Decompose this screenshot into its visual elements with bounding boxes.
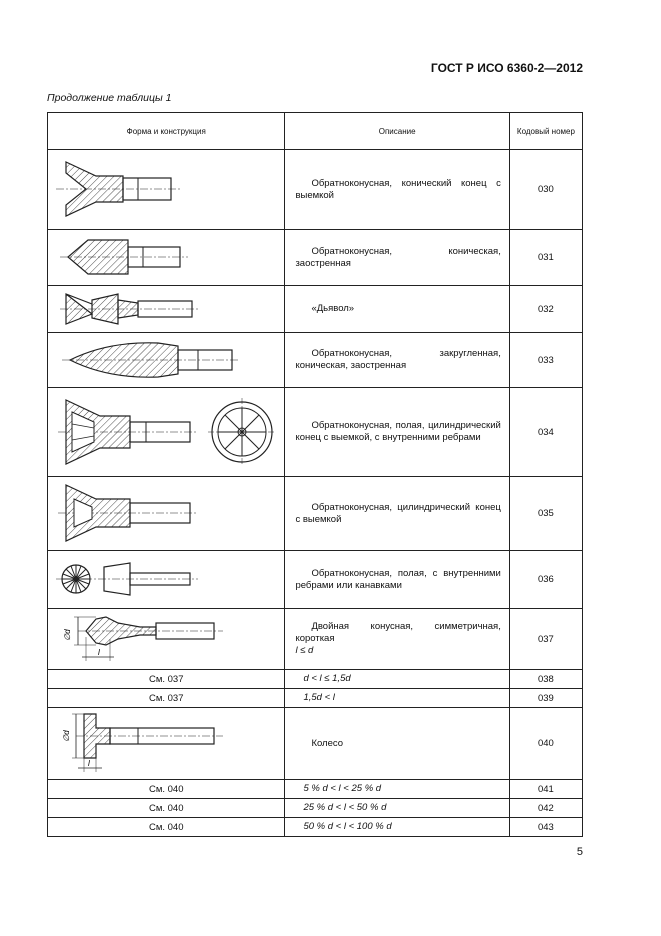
shape-040-icon — [48, 708, 285, 779]
shape-033-icon — [48, 333, 285, 387]
bur-shapes-table — [47, 112, 583, 837]
code-cell: 043 — [509, 818, 582, 837]
description-cell — [285, 477, 509, 551]
figure-cell — [48, 388, 285, 477]
code-cell: 037 — [509, 609, 582, 670]
code-cell: 036 — [509, 551, 582, 609]
description-cell: d < l ≤ 1,5d — [285, 670, 509, 689]
description-cell — [285, 551, 509, 609]
shape-034-icon — [48, 388, 285, 476]
table-continuation-caption: Продолжение таблицы 1 — [47, 92, 172, 104]
figure-cell — [48, 150, 285, 230]
table-row — [48, 551, 583, 609]
dimension-d-label: ∅d — [62, 730, 71, 742]
code-cell: 040 — [509, 708, 582, 780]
reference-cell: См. 040 — [48, 799, 285, 818]
description-text: Обратноконусная, коническая, заостренная — [295, 245, 501, 269]
code-cell: 031 — [509, 230, 582, 286]
shape-036-icon — [48, 551, 285, 608]
table-row — [48, 670, 583, 689]
description-text: Двойная конусная, симметричная, короткая — [295, 621, 501, 644]
page-number: 5 — [576, 846, 583, 858]
table-row — [48, 333, 583, 388]
description-cell — [285, 609, 509, 670]
figure-cell — [48, 333, 285, 388]
table-row — [48, 780, 583, 799]
code-cell: 039 — [509, 689, 582, 708]
figure-cell — [48, 286, 285, 333]
description-cell — [285, 333, 509, 388]
description-text: Обратноконусная, полая, цилиндрический конец с выемкой, с внутренними ребрами — [295, 420, 501, 443]
figure-cell — [48, 708, 285, 780]
description-cell: 5 % d < l < 25 % d — [285, 780, 509, 799]
reference-cell: См. 037 — [48, 689, 285, 708]
description-cell — [285, 708, 509, 780]
description-text: Обратноконусная, цилиндрический конец с выемкой — [295, 501, 501, 525]
table-header-row — [48, 113, 583, 150]
table-row — [48, 708, 583, 780]
code-cell: 035 — [509, 477, 582, 551]
header-description: Описание — [285, 113, 509, 150]
table-row — [48, 388, 583, 477]
reference-cell: См. 040 — [48, 780, 285, 799]
code-cell: 033 — [509, 333, 582, 388]
reference-cell: См. 040 — [48, 818, 285, 837]
description-condition: l ≤ d — [295, 645, 314, 656]
reference-cell: См. 037 — [48, 670, 285, 689]
description-text: Колесо — [311, 737, 344, 749]
figure-cell — [48, 609, 285, 670]
code-cell: 034 — [509, 388, 582, 477]
standard-designation: ГОСТ Р ИСО 6360-2—2012 — [430, 61, 583, 75]
table-row — [48, 477, 583, 551]
table-row — [48, 689, 583, 708]
code-cell: 042 — [509, 799, 582, 818]
header-form: Форма и конструкция — [48, 113, 285, 150]
description-cell: 50 % d < l < 100 % d — [285, 818, 509, 837]
description-cell: 25 % d < l < 50 % d — [285, 799, 509, 818]
description-cell — [285, 286, 509, 333]
description-cell — [285, 230, 509, 286]
description-cell: 1,5d < l — [285, 689, 509, 708]
dimension-d-label: ∅d — [63, 629, 72, 641]
shape-030-icon — [48, 150, 285, 229]
table-row — [48, 818, 583, 837]
dimension-l-label: l — [98, 648, 100, 657]
table-row — [48, 799, 583, 818]
figure-cell — [48, 477, 285, 551]
code-cell: 038 — [509, 670, 582, 689]
description-cell — [285, 388, 509, 477]
description-cell — [285, 150, 509, 230]
description-text: Обратноконусная, полая, с внутренними ребрами или канавками — [295, 567, 501, 591]
table-row — [48, 230, 583, 286]
header-code: Кодовый номер — [509, 113, 582, 150]
code-cell: 032 — [509, 286, 582, 333]
code-cell: 041 — [509, 780, 582, 799]
shape-032-icon — [48, 286, 285, 332]
shape-031-icon — [48, 230, 285, 285]
description-text: Обратноконусная, закругленная, коническая, заостренная — [295, 348, 501, 371]
table-row — [48, 609, 583, 670]
code-cell: 030 — [509, 150, 582, 230]
figure-cell — [48, 551, 285, 609]
description-text: Обратноконусная, конический конец с выемкой — [295, 177, 501, 201]
dimension-l-label: l — [88, 759, 90, 768]
shape-035-icon — [48, 477, 285, 550]
table-row — [48, 286, 583, 333]
shape-037-icon — [48, 609, 285, 669]
table-row — [48, 150, 583, 230]
figure-cell — [48, 230, 285, 286]
description-text: «Дьявол» — [311, 303, 355, 314]
